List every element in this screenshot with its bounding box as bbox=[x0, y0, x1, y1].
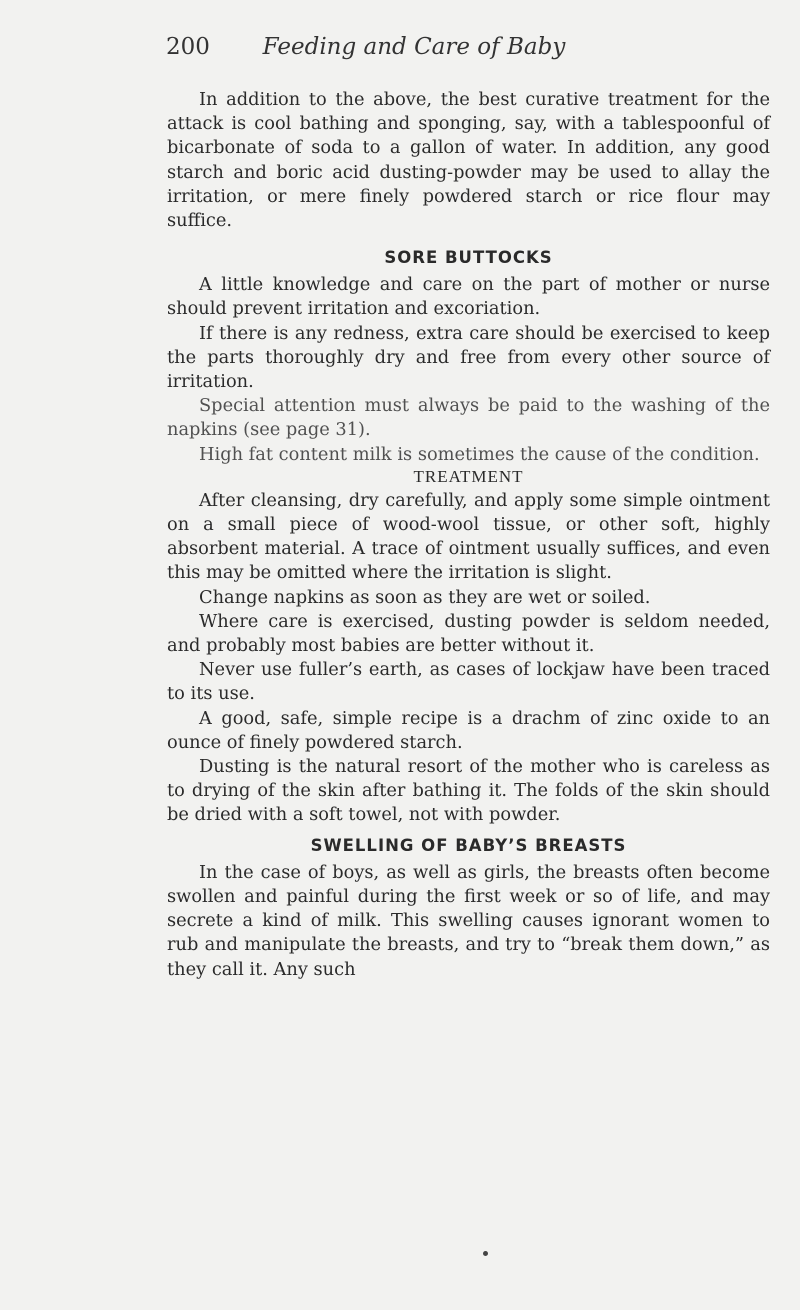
paragraph: Never use fuller’s earth, as cases of lockjaw have been traced to its use. bbox=[167, 659, 770, 705]
paragraph: In the case of boys, as well as girls, the breasts often become swollen and painful during the first week or so of life, and may secrete a kind of milk. This swelling causes ignorant women to rub and manipulate the breasts, and try to “break them down,” as they call it. Any such bbox=[167, 861, 770, 980]
paragraph: High fat content milk is sometimes the cause of the condition. bbox=[199, 443, 760, 465]
page-number: 200 bbox=[166, 34, 210, 60]
paragraph: Dusting is the natural resort of the mother who is careless as to drying of the skin after bathing it. The folds of the skin should be dried with a soft towel, not with powder. bbox=[167, 756, 770, 826]
subsection-title-treatment: TREATMENT bbox=[413, 466, 524, 486]
paragraph: In addition to the above, the best curative treatment for the attack is cool bathing and sponging, say, with a tablespoonful of bicarbonate of soda to a gallon of water. In addition, any good starch and boric acid dusting-powder may be used to allay the irritation, or mere finely powdered starch or rice flour may suffice. bbox=[167, 89, 770, 232]
running-title: Feeding and Care of Baby bbox=[262, 34, 566, 60]
paragraph: After cleansing, dry carefully, and apply some simple ointment on a small piece of wood-wool tissue, or other soft, highly absorbent material. A trace of ointment usually suffices, and even this may be omitted where the irritation is slight. bbox=[167, 489, 770, 584]
paragraph: Change napkins as soon as they are wet or soiled. bbox=[199, 586, 651, 608]
page-header bbox=[0, 34, 800, 68]
page-body bbox=[167, 88, 770, 982]
paragraph: A good, safe, simple recipe is a drachm of zinc oxide to an ounce of finely powdered starch. bbox=[167, 707, 770, 753]
section-title-swelling: SWELLING OF BABY’S BREASTS bbox=[310, 835, 627, 855]
paragraph: Special attention must always be paid to the washing of the napkins (see page 31). bbox=[167, 395, 770, 441]
paragraph: If there is any redness, extra care should be exercised to keep the parts thoroughly dry and free from every other source of irritation. bbox=[167, 322, 770, 393]
paragraph: A little knowledge and care on the part of mother or nurse should prevent irritation and excoriation. bbox=[167, 274, 770, 320]
paragraph: Where care is exercised, dusting powder is seldom needed, and probably most babies are better without it. bbox=[167, 610, 770, 657]
section-title-sore-buttocks: SORE BUTTOCKS bbox=[384, 248, 553, 268]
ink-speck bbox=[483, 1251, 488, 1256]
